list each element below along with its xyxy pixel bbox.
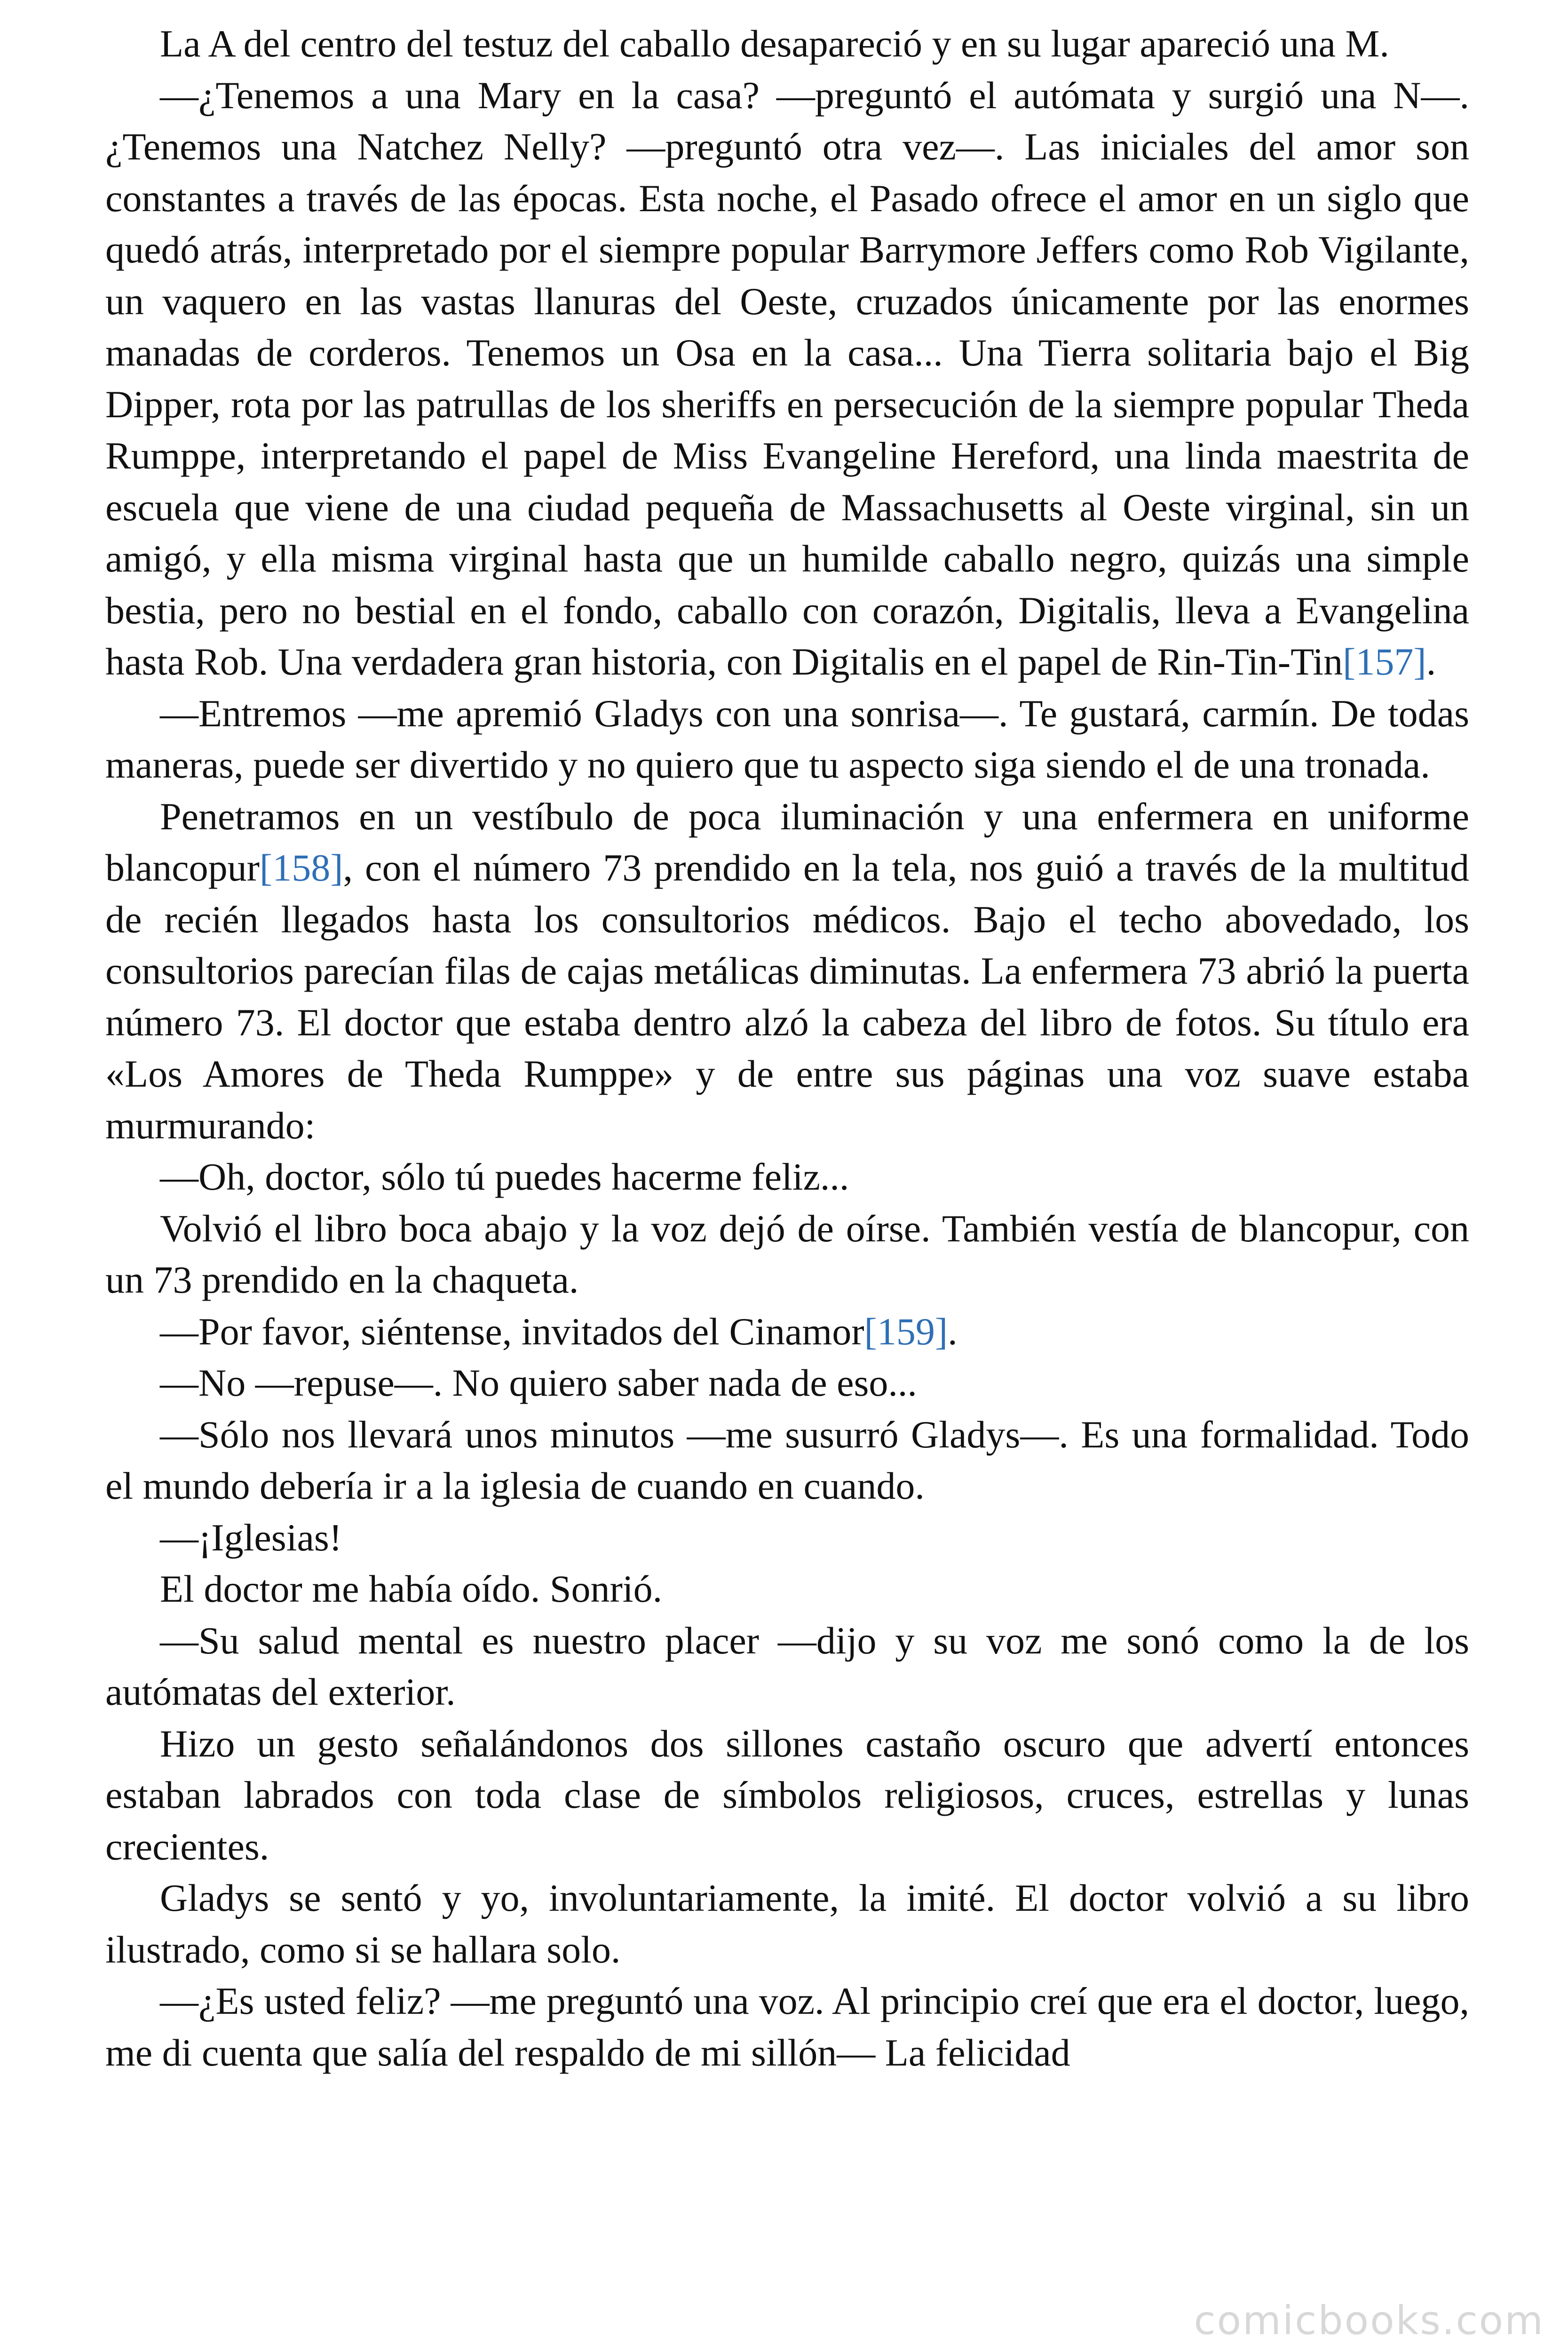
paragraph bbox=[105, 18, 1469, 70]
paragraph-text: Penetramos en un vestíbulo de poca iluminación y una enfermera en uniforme blancopur bbox=[105, 795, 1469, 889]
paragraph bbox=[105, 791, 1469, 1152]
paragraph-text: El doctor me había oído. Sonrió. bbox=[160, 1567, 663, 1610]
footnote-link-158[interactable]: [158] bbox=[259, 846, 343, 889]
paragraph bbox=[105, 1151, 1469, 1203]
paragraph bbox=[105, 688, 1469, 791]
paragraph bbox=[105, 1512, 1469, 1564]
paragraph-text: Gladys se sentó y yo, involuntariamente, la imité. El doctor volvió a su libro ilustrado, como si se hallara solo. bbox=[105, 1876, 1469, 1971]
paragraph bbox=[105, 1409, 1469, 1512]
book-page bbox=[105, 18, 1469, 2078]
paragraph-text: Hizo un gesto señalándonos dos sillones castaño oscuro que advertí entonces estaban labrados con toda clase de símbolos religiosos, cruces, estrellas y lunas crecientes. bbox=[105, 1722, 1469, 1868]
watermark-logo: comicbooks.com bbox=[1194, 2297, 1544, 2344]
paragraph bbox=[105, 1203, 1469, 1306]
footnote-link-157[interactable]: [157] bbox=[1343, 640, 1426, 683]
paragraph bbox=[105, 1563, 1469, 1615]
paragraph-text: —No —repuse—. No quiero saber nada de eso... bbox=[160, 1361, 917, 1404]
paragraph-text: La A del centro del testuz del caballo desapareció y en su lugar apareció una M. bbox=[160, 22, 1389, 65]
paragraph bbox=[105, 1615, 1469, 1718]
paragraph-text: . bbox=[948, 1310, 958, 1353]
paragraph-text: —Por favor, siéntense, invitados del Cinamor bbox=[160, 1310, 864, 1353]
paragraph-text: , con el número 73 prendido en la tela, nos guió a través de la multitud de recién llegados hasta los consultorios médicos. Bajo el techo abovedado, los consultorios parecían filas de cajas metálicas diminutas. La enfermera 73 abrió la puerta número 73. El doctor que estaba dentro alzó la cabeza del libro de fotos. Su título era «Los Amores de Theda Rumppe» y de entre sus páginas una voz suave estaba murmurando: bbox=[105, 846, 1469, 1147]
paragraph bbox=[105, 1975, 1469, 2078]
paragraph bbox=[105, 1306, 1469, 1358]
paragraph-text: . bbox=[1426, 640, 1436, 683]
paragraph-text: —Sólo nos llevará unos minutos —me susurró Gladys—. Es una formalidad. Todo el mundo debería ir a la iglesia de cuando en cuando. bbox=[105, 1413, 1469, 1507]
paragraph-text: —Entremos —me apremió Gladys con una sonrisa—. Te gustará, carmín. De todas maneras, puede ser divertido y no quiero que tu aspecto siga siendo el de una tronada. bbox=[105, 691, 1469, 786]
paragraph bbox=[105, 1872, 1469, 1975]
paragraph-text: Volvió el libro boca abajo y la voz dejó de oírse. También vestía de blancopur, con un 73 prendido en la chaqueta. bbox=[105, 1207, 1469, 1301]
paragraph bbox=[105, 1357, 1469, 1409]
paragraph-text: —¿Tenemos a una Mary en la casa? —preguntó el autómata y surgió una N—. ¿Tenemos una Natchez Nelly? —preguntó otra vez—. Las iniciales del amor son constantes a través de las épocas. Esta noche, el Pasado ofrece el amor en un siglo que quedó atrás, interpretado por el siempre popular Barrymore Jeffers como Rob Vigilante, un vaquero en las vastas llanuras del Oeste, cruzados únicamente por las enormes manadas de corderos. Tenemos un Osa en la casa... Una Tierra solitaria bajo el Big Dipper, rota por las patrullas de los sheriffs en persecución de la siempre popular Theda Rumppe, interpretando el papel de Miss Evangeline Hereford, una linda maestrita de escuela que viene de una ciudad pequeña de Massachusetts al Oeste virginal, sin un amigó, y ella misma virginal hasta que un humilde caballo negro, quizás una simple bestia, pero no bestial en el fondo, caballo con corazón, Digitalis, lleva a Evangelina hasta Rob. Una verdadera gran historia, con Digitalis en el papel de Rin-Tin-Tin bbox=[105, 73, 1469, 683]
paragraph bbox=[105, 1718, 1469, 1873]
paragraph-text: —Su salud mental es nuestro placer —dijo y su voz me sonó como la de los autómatas del exterior. bbox=[105, 1619, 1469, 1713]
paragraph-text: —¡Iglesias! bbox=[160, 1516, 342, 1559]
footnote-link-159[interactable]: [159] bbox=[864, 1310, 948, 1353]
paragraph-text: —Oh, doctor, sólo tú puedes hacerme feliz... bbox=[160, 1155, 849, 1198]
paragraph-text: —¿Es usted feliz? —me preguntó una voz. Al principio creí que era el doctor, luego, me di cuenta que salía del respaldo de mi sillón— La felicidad bbox=[105, 1979, 1469, 2074]
paragraph bbox=[105, 70, 1469, 688]
